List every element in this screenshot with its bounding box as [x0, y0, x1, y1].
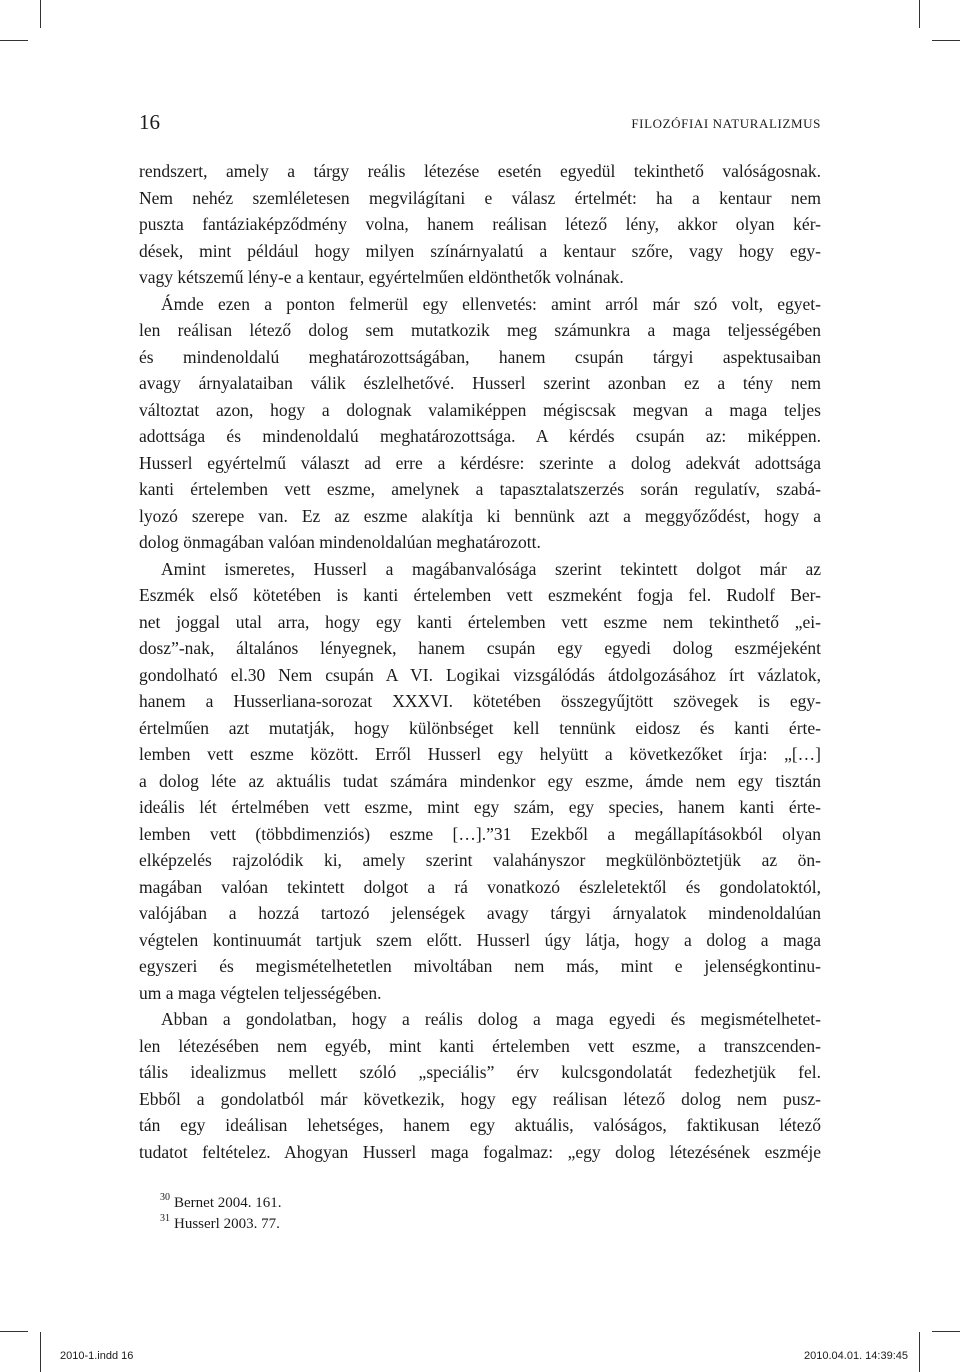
text-line: vagy kétszemű lény-e a kentaur, egyértelműen eldönthetők volnának.	[139, 267, 624, 287]
text-line: hanem a Husserliana-sorozat XXXVI. kötetében összegyűjtött szövegek is egy-	[139, 691, 821, 711]
crop-mark-top-left-h	[0, 40, 28, 41]
footnote	[160, 1214, 281, 1235]
crop-mark-bottom-right-v	[919, 1332, 920, 1372]
crop-mark-top-right-h	[932, 40, 960, 41]
print-slug-file: 2010-1.indd 16	[60, 1350, 134, 1362]
text-line: Ebből a gondolatból már következik, hogy egy reálisan létező dolog nem pusz-	[139, 1088, 821, 1109]
footnote-mark: 30	[160, 1192, 170, 1203]
text-line: lemben vett (többdimenziós) eszme […].”31 Ezekből a megállapításokból olyan	[139, 823, 821, 844]
crop-mark-top-right-v	[919, 0, 920, 28]
crop-mark-bottom-left-h	[0, 1331, 28, 1332]
text-line: dosz”-nak, általános lényegnek, hanem csupán egy egyedi dolog eszméjeként	[139, 638, 821, 658]
footnote-text: Husserl 2003. 77.	[174, 1216, 280, 1232]
text-line: változtat azon, hogy a dolognak valamiképpen mégiscsak megvan a maga teljes	[139, 399, 821, 420]
text-line: avagy árnyalataiban válik észlelhetővé. Husserl szerint azonban ez a tény nem	[139, 373, 821, 393]
running-head: FILOZÓFIAI NATURALIZMUS	[631, 116, 821, 131]
text-line: Husserl egyértelmű választ ad erre a kérdésre: szerinte a dolog adekvát adottsága	[139, 452, 821, 473]
text-line: valójában a hozzá tartozó jelenségek avagy tárgyi árnyalatok mindenoldalúan	[139, 903, 821, 923]
text-line: egyszeri és megismételhetetlen mivoltában nem más, mint e jelenségkontinu-	[139, 956, 821, 976]
text-line: Amint ismeretes, Husserl a magábanvalósága szerint tekintett dolgot már az	[161, 558, 821, 579]
footnotes	[160, 1193, 281, 1235]
text-line: dések, mint például hogy milyen színárnyalatú a kentaur szőre, vagy hogy egy-	[139, 240, 821, 261]
footnote-text: Bernet 2004. 161.	[174, 1195, 282, 1211]
text-line: tán egy ideálisan lehetséges, hanem egy aktuális, valóságos, faktikusan létező	[139, 1115, 821, 1135]
text-line: lyozó szerepe van. Ez az eszme alakítja ki bennünk azt a meggyőződést, hogy a	[139, 505, 821, 526]
text-line: net joggal utal arra, hogy egy kanti értelemben vett eszme nem tekinthető „ei-	[139, 611, 821, 632]
crop-mark-bottom-right-h	[932, 1331, 960, 1332]
text-line: a dolog léte az aktuális tudat számára mindenkor egy eszme, ámde nem egy tisztán	[139, 770, 821, 791]
text-line: tális idealizmus mellett szóló „speciális” érv kulcsgondolatát fedezhetjük fel.	[139, 1062, 821, 1082]
text-line: kanti értelemben vett eszme, amelynek a tapasztalatszerzés során regulatív, szabá-	[139, 479, 821, 499]
text-line: ideális lét értelmében vett eszme, mint egy szám, egy species, hanem kanti érte-	[139, 797, 821, 817]
page-number: 16	[139, 110, 160, 134]
text-line: rendszert, amely a tárgy reális létezése esetén egyedül tekinthető valóságosnak.	[139, 161, 821, 181]
text-line: lemben vett eszme között. Erről Husserl egy helyütt a következőket írja: „[…]	[139, 744, 821, 764]
text-line: um a maga végtelen teljességében.	[139, 982, 382, 1003]
footnote	[160, 1193, 281, 1214]
text-line: Eszmék első kötetében is kanti értelemben vett eszmeként fogja fel. Rudolf Ber-	[139, 585, 821, 605]
text-line: Nem nehéz szemléletesen megvilágítani e válasz értelmét: ha a kentaur nem	[139, 187, 821, 208]
text-line: Abban a gondolatban, hogy a reális dolog a maga egyedi és megismételhetet-	[161, 1009, 821, 1029]
text-line: len reálisan létező dolog sem mutatkozik meg számunkra a maga teljességében	[139, 320, 821, 340]
print-slug-timestamp: 2010.04.01. 14:39:45	[804, 1350, 908, 1362]
text-line: puszta fantáziaképződmény volna, hanem reálisan létező lény, akkor olyan kér-	[139, 214, 821, 234]
text-line: értelműen azt mutatják, hogy különbséget kell tennünk eidosz és kanti érte-	[139, 717, 821, 738]
footnote-mark: 31	[160, 1213, 170, 1224]
crop-mark-bottom-left-v	[40, 1332, 41, 1372]
text-line: Ámde ezen a ponton felmerül egy ellenvetés: amint arról már szó volt, egyet-	[161, 293, 821, 314]
text-line: végtelen kontinuumát tartjuk szem előtt. Husserl úgy látja, hogy a dolog a maga	[139, 929, 821, 950]
crop-mark-top-left-v	[40, 0, 41, 28]
text-line: adottsága és mindenoldalú meghatározottsága. A kérdés csupán az: miképpen.	[139, 426, 821, 446]
text-line: elképzelés rajzolódik ki, amely szerint valahányszor megkülönböztetjük az ön-	[139, 850, 821, 870]
text-line: len létezésében nem egyéb, mint kanti értelemben vett eszme, a transzcenden-	[139, 1035, 821, 1056]
text-line: tudatot feltételez. Ahogyan Husserl maga fogalmaz: „egy dolog létezésének eszméje	[139, 1141, 821, 1162]
text-line: gondolható el.30 Nem csupán A VI. Logikai vizsgálódás átdolgozásához írt vázlatok,	[139, 664, 821, 685]
text-line: magában valóan tekintett dolgot a rá vonatkozó észleletektől és gondolatoktól,	[139, 876, 821, 897]
text-line: dolog önmagában valóan mindenoldalúan meghatározott.	[139, 532, 541, 552]
text-line: és mindenoldalú meghatározottságában, hanem csupán tárgyi aspektusaiban	[139, 346, 821, 367]
body-text	[139, 158, 821, 1165]
